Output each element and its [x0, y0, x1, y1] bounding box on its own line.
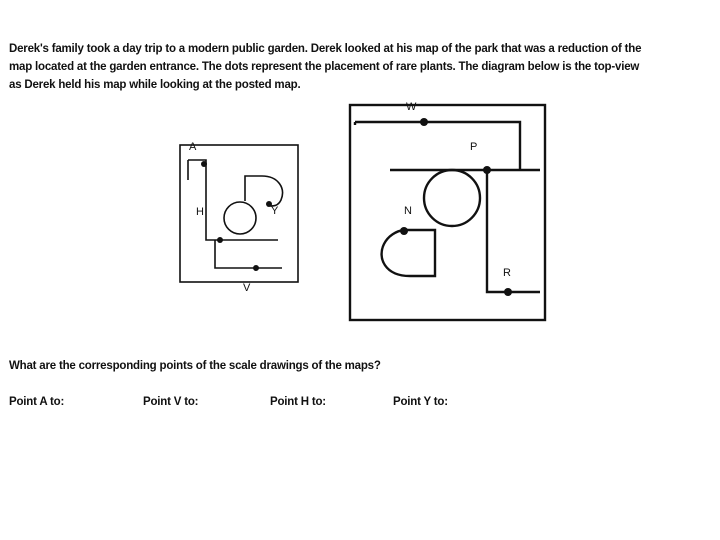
large-map-plant-dot — [483, 166, 491, 174]
large-map-label-n: N — [404, 205, 412, 217]
large-map-label-r: R — [503, 267, 511, 279]
large-map-plant-dot — [504, 288, 512, 296]
large-map-frame — [350, 105, 545, 320]
answer-point-y: Point Y to: — [393, 396, 448, 408]
large-map-path-right — [487, 170, 540, 292]
answer-point-a: Point A to: — [9, 396, 65, 408]
small-map-label-h: H — [196, 206, 204, 218]
small-map-plant-dot — [253, 265, 259, 271]
small-map-circle — [224, 202, 256, 234]
small-map-label-a: A — [189, 141, 197, 153]
small-map-plant-dot — [217, 237, 223, 243]
answer-point-h: Point H to: — [270, 396, 326, 408]
small-map-label-v: V — [243, 282, 251, 294]
intro-line-2: map located at the garden entrance. The dots represent the placement of rare plants. The diagram below is the top-view — [9, 61, 640, 73]
large-map-label-w: W — [406, 101, 417, 113]
answer-point-v: Point V to: — [143, 396, 199, 408]
small-map-plant-dot — [201, 161, 207, 167]
small-map-path-bottom — [215, 240, 282, 268]
small-map-path-left — [188, 160, 278, 240]
large-map-label-p: P — [470, 141, 478, 153]
large-map-plant-dot — [400, 227, 408, 235]
intro-line-1: Derek's family took a day trip to a modern public garden. Derek looked at his map of the park that was a reduction of the — [9, 43, 642, 55]
large-map-path-top — [355, 122, 520, 170]
large-map-plant-dot — [420, 118, 428, 126]
question-text: What are the corresponding points of the scale drawings of the maps? — [9, 360, 381, 372]
large-map-loop — [382, 230, 435, 276]
small-map-loop — [245, 176, 282, 206]
small-map-label-y: Y — [271, 205, 279, 217]
intro-line-3: as Derek held his map while looking at the posted map. — [9, 79, 301, 91]
large-map-circle — [424, 170, 480, 226]
